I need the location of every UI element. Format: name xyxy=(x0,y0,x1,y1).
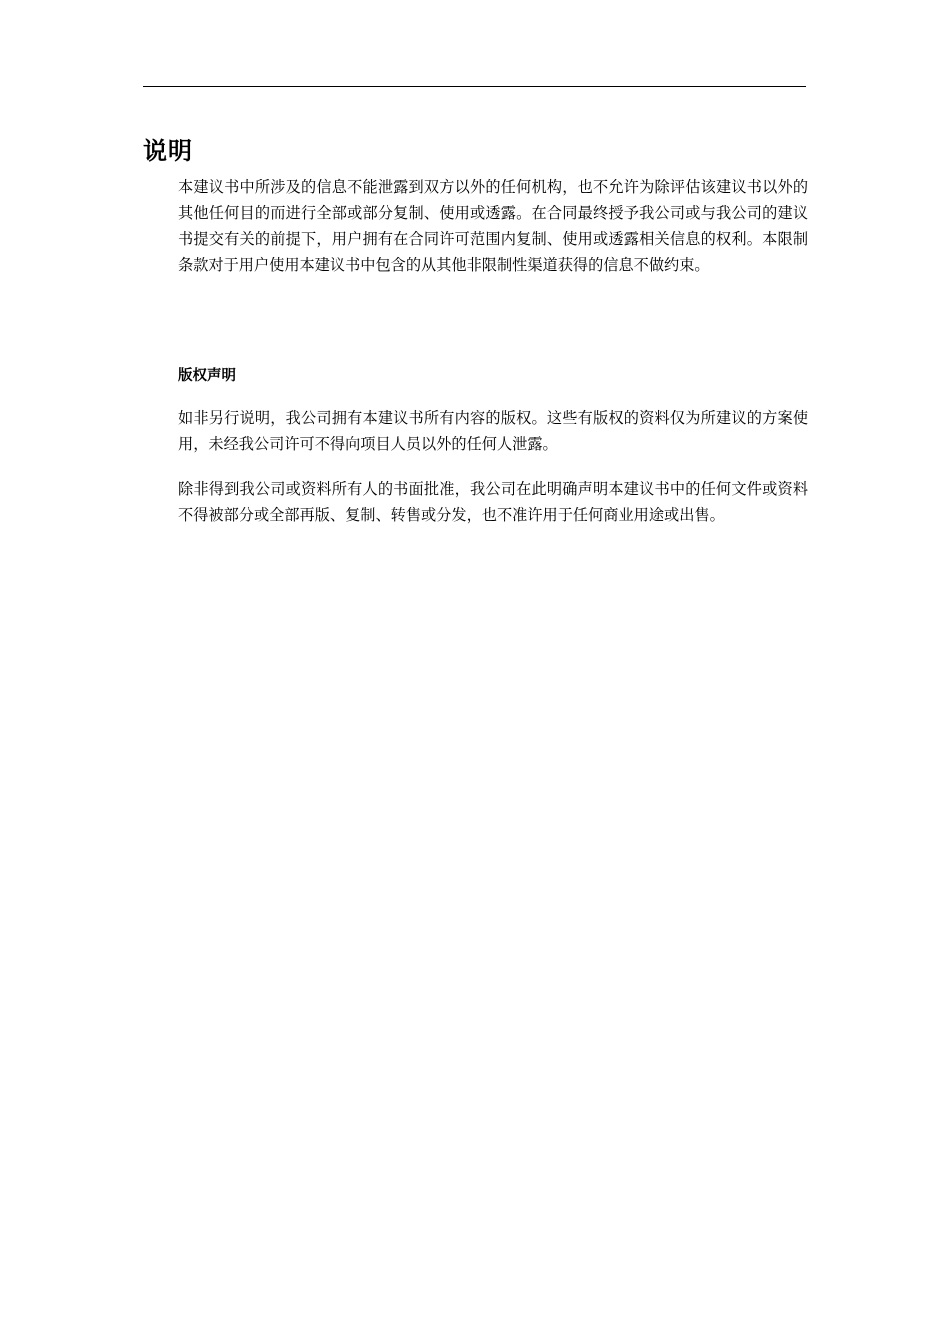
intro-paragraph: 本建议书中所涉及的信息不能泄露到双方以外的任何机构，也不允许为除评估该建议书以外的其他任何目的而进行全部或部分复制、使用或透露。在合同最终授予我公司或与我公司的建议书提交有关的前提下，用户拥有在合同许可范围内复制、使用或透露相关信息的权利。本限制条款对于用户使用本建议书中包含的从其他非限制性渠道获得的信息不做约束。 xyxy=(178,178,808,274)
copyright-heading: 版权声明 xyxy=(178,368,236,384)
copyright-paragraph-1: 如非另行说明，我公司拥有本建议书所有内容的版权。这些有版权的资料仅为所建议的方案使用，未经我公司许可不得向项目人员以外的任何人泄露。 xyxy=(178,409,808,453)
header-rule xyxy=(143,86,806,87)
page-title: 说明 xyxy=(143,137,193,165)
copyright-paragraph-2: 除非得到我公司或资料所有人的书面批准，我公司在此明确声明本建议书中的任何文件或资料不得被部分或全部再版、复制、转售或分发，也不准许用于任何商业用途或出售。 xyxy=(178,480,808,524)
